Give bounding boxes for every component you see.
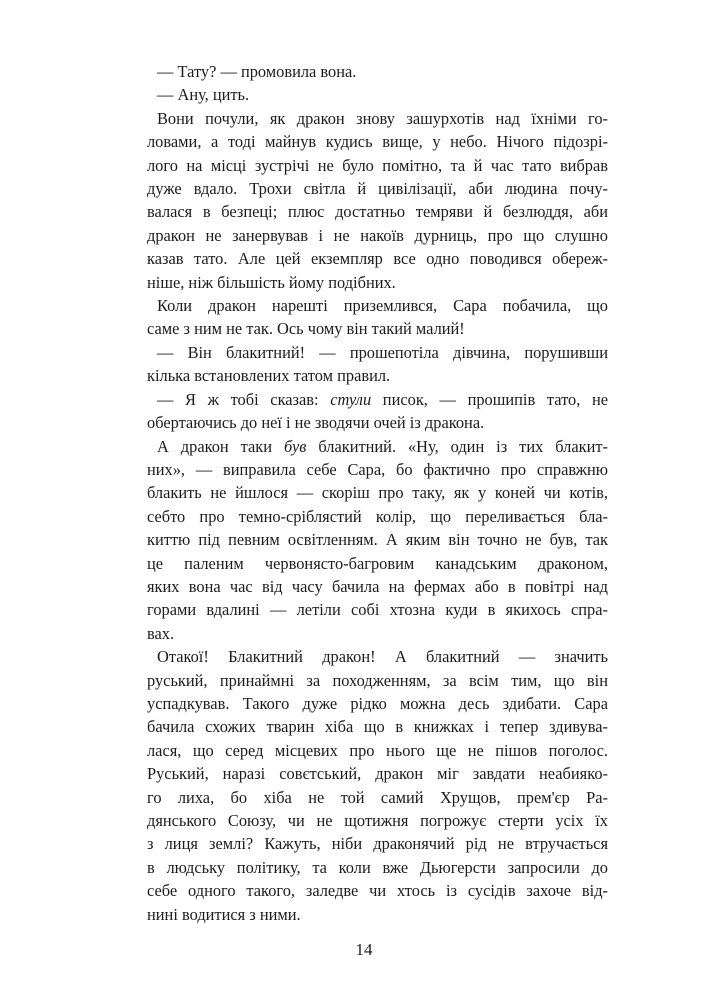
text-line: лого на місці зустрічі не було помітно, та й час тато вибрав [147, 155, 608, 175]
page-number: 14 [355, 940, 373, 959]
text-line: вах. [147, 623, 175, 643]
text-line: ловами, а тоді майнув кудись вище, у небо. Нічого підозрі- [147, 132, 608, 152]
text-line: лася, що серед місцевих про нього ще не пішов поголос. [147, 740, 608, 760]
text-line: це паленим червонясто-багровим канадським драконом, [147, 553, 608, 573]
text-line: — Тату? — промовила вона. [157, 62, 357, 81]
text-line: кілька встановлених татом правил. [147, 366, 391, 386]
text-line: ніше, ніж більшість йому подібних. [147, 272, 396, 292]
paragraph [147, 435, 608, 646]
text-line: них», — виправила себе Сара, бо фактично про справжню [147, 459, 608, 479]
text-line: Коли дракон нарешті приземлився, Сара побачила, що [157, 296, 608, 316]
text-line: го лиха, бо хіба не той самий Хрущов, прем'єр Ра- [147, 787, 608, 807]
text-line: Отакої! Блакитний дракон! А блакитний — значить [157, 647, 608, 667]
text-line: в людську політику, та коли вже Дьюгерсти запросили до [147, 857, 608, 877]
text-line: горами вдалині — летіли собі хтозна куди в якихось спра- [147, 600, 608, 620]
text-line: дуже вдало. Трохи світла й цивілізації, аби людина почу- [147, 179, 608, 199]
text-line: блакить не йшлося — скоріш про таку, як у коней чи котів, [147, 483, 608, 503]
text-line: яких вона час від часу бачила на фермах або в повітрі над [147, 576, 608, 596]
text-line: себто про темно-сріблястий колір, що переливається блa- [147, 506, 608, 526]
text-line: саме з ним не так. Ось чому він такий малий! [147, 319, 465, 339]
text-line: руський, принаймні за походженням, за всім тим, що він [147, 670, 608, 690]
text-line: себе одного такого, заледве чи хтось із сусідів захоче від- [147, 881, 608, 901]
text-line: — Ану, цить. [157, 85, 250, 105]
text-line: — Він блакитний! — прошепотіла дівчина, порушивши [157, 342, 608, 362]
text-line: обертаючись до неї і не зводячи очей із дракона. [147, 413, 485, 433]
text-line: з лиця землі? Кажуть, ніби драконячий рід не втручається [147, 834, 608, 854]
text-line: киттю під певним освітленням. А яким він точно не був, так [147, 530, 608, 550]
italic-word: був [283, 436, 307, 456]
italic-word: стули [330, 389, 372, 409]
paragraph [147, 645, 608, 926]
text-line: казав тато. Але цей екземпляр все одно поводився обереж- [147, 249, 608, 269]
text-line: дянського Союзу, чи не щотижня погрожує стерти усіх їх [147, 811, 608, 830]
paragraph [147, 83, 608, 106]
text-line: Руський, наразі совєтський, дракон міг завдати неабияко- [147, 764, 608, 784]
text-line: Вони почули, як дракон знову зашурхотів над їхніми го- [157, 108, 608, 128]
text-line: А дракон таки був блакитний. «Ну, один із тих блакит- [157, 436, 608, 456]
text-line: дракон не занервував і не накоїв дурниць, про що слушно [147, 225, 608, 245]
text-line: бачила схожих тварин хіба що в книжках і тепер здивува- [147, 717, 608, 737]
text-line: успадкував. Такого дуже рідко можна десь здибати. Сара [147, 693, 608, 713]
text-line: — Я ж тобі сказав: стули писок, — прошипів тато, не [157, 389, 609, 409]
paragraph [147, 107, 608, 294]
paragraph [147, 60, 608, 83]
paragraph [147, 294, 608, 341]
body-text [147, 60, 608, 926]
text-line: нині водитися з ними. [147, 904, 301, 924]
paragraph [147, 341, 608, 388]
text-line: валася в безпеці; плюс достатньо темряви й безлюддя, аби [147, 202, 608, 222]
paragraph [147, 388, 608, 435]
